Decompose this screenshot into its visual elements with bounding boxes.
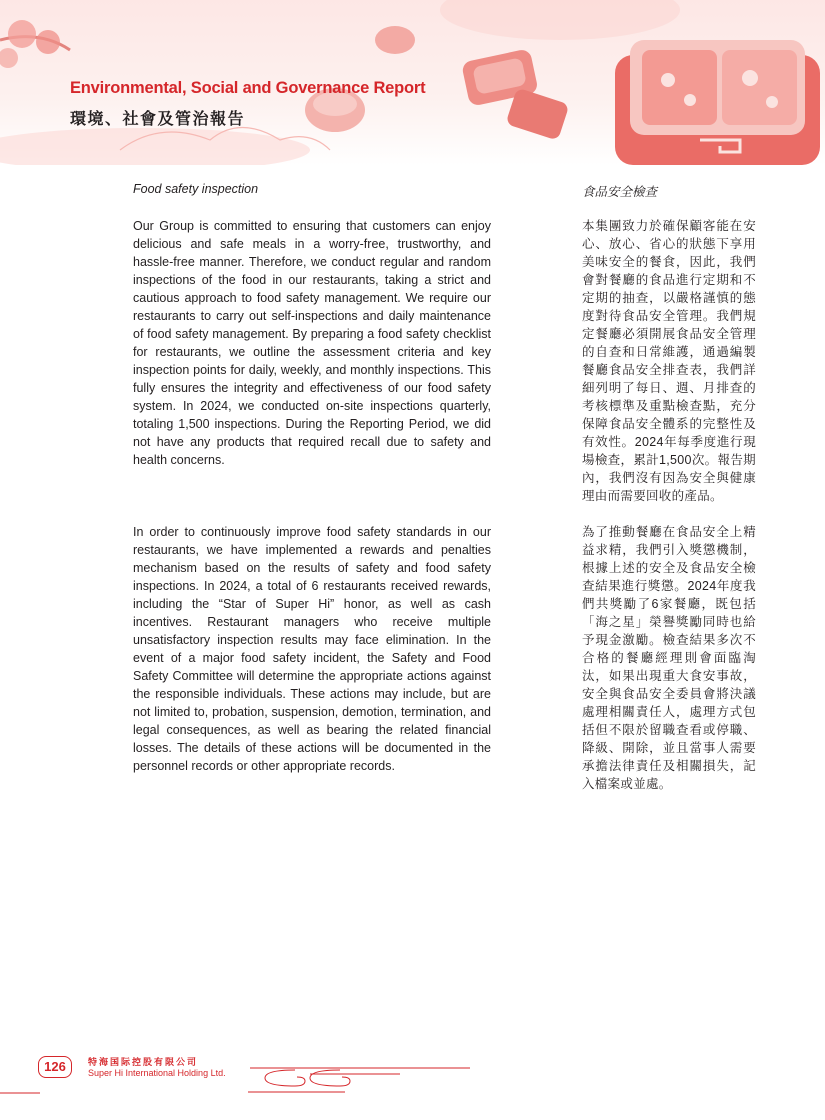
body-paragraph: Our Group is committed to ensuring that customers can enjoy delicious and safe meals in a worry-free, trustworthy, and hassle-free manner. Therefore, we conduct regular and random inspections of the food in our restaurants, taking a strict and cautious approach to food safety management. We require our restaurants to carry out self-inspections and daily maintenance of food safety management. By preparing a food safety checklist for restaurants, we outline the assessment criteria and key inspection points for daily, weekly, and monthly inspections. This fully ensures the integrity and effectiveness of our food safety system. In 2024, we conducted on-site inspections quarterly, totaling 1,500 inspections. During the Reporting Period, we did not have any products that required recall due to safety and health concerns. — [133, 219, 491, 467]
footer-cloud-decoration — [0, 1040, 825, 1120]
page-number: 126 — [38, 1056, 72, 1078]
body-paragraph-chinese: 為了推動餐廳在食品安全上精益求精，我們引入獎懲機制，根據上述的安全及食品安全檢查結果進行獎懲。2024年度我們共獎勵了6家餐廳，既包括「海之星」榮譽獎勵同時也給予現金激勵。檢查結果多次不合格的餐廳經理則會面臨淘汰，如果出現重大食安事故，安全與食品安全委員會將決議處理相關責任人，處理方式包括但不限於留職查看或停職、降級、開除，並且當事人需要承擔法律責任及相關損失，記入檔案或並處。 — [582, 525, 756, 791]
page-footer — [0, 1040, 825, 1120]
section-heading: Food safety inspection — [133, 182, 259, 196]
report-title: Environmental, Social and Governance Report — [70, 79, 426, 97]
meat-slice-icon — [505, 88, 569, 141]
body-paragraph: In order to continuously improve food safety standards in our restaurants, we have implemented a rewards and penalties mechanism based on the results of safety and food safety inspections. In 2024, a total of 6 restaurants received rewards, including the “Star of Super Hi” honor, as well as cash incentives. Restaurant managers who receive multiple unsatisfactory inspection results may face elimination. In the event of a major food safety incident, the Safety and Food Safety Committee will determine the appropriate actions against the responsible individuals. These actions may include, but are not limited to, probation, suspension, demotion, termination, and legal consequences, as well as bearing the related financial losses. The details of these actions will be documented in the personnel records or other appropriate records. — [133, 525, 491, 773]
company-name: Super Hi International Holding Ltd. — [88, 1068, 226, 1078]
section-heading-chinese: 食品安全檢查 — [582, 185, 658, 199]
body-paragraph-chinese: 本集團致力於確保顧客能在安心、放心、省心的狀態下享用美味安全的餐食，因此，我們會對餐廳的食品進行定期和不定期的抽查，以嚴格謹慎的態度對待食品安全管理。我們規定餐廳必須開展食品安全管理的自查和日常維護，通過編製餐廳食品安全排查表，我們詳細列明了每日、週、月排查的考核標準及重點檢查點，充分保障食品安全體系的完整性及有效性。2024年每季度進行現場檢查，累計1,500次。報告期內，我們沒有因為安全與健康理由而需要回收的產品。 — [582, 219, 756, 503]
company-name-chinese: 特海国际控股有限公司 — [88, 1057, 199, 1067]
report-title-chinese: 環境、社會及管治報告 — [70, 111, 246, 128]
header-banner — [0, 0, 825, 165]
dumpling-icon — [375, 26, 415, 54]
hotpot-pan-icon — [615, 40, 820, 165]
pine-branch-icon — [0, 20, 70, 68]
